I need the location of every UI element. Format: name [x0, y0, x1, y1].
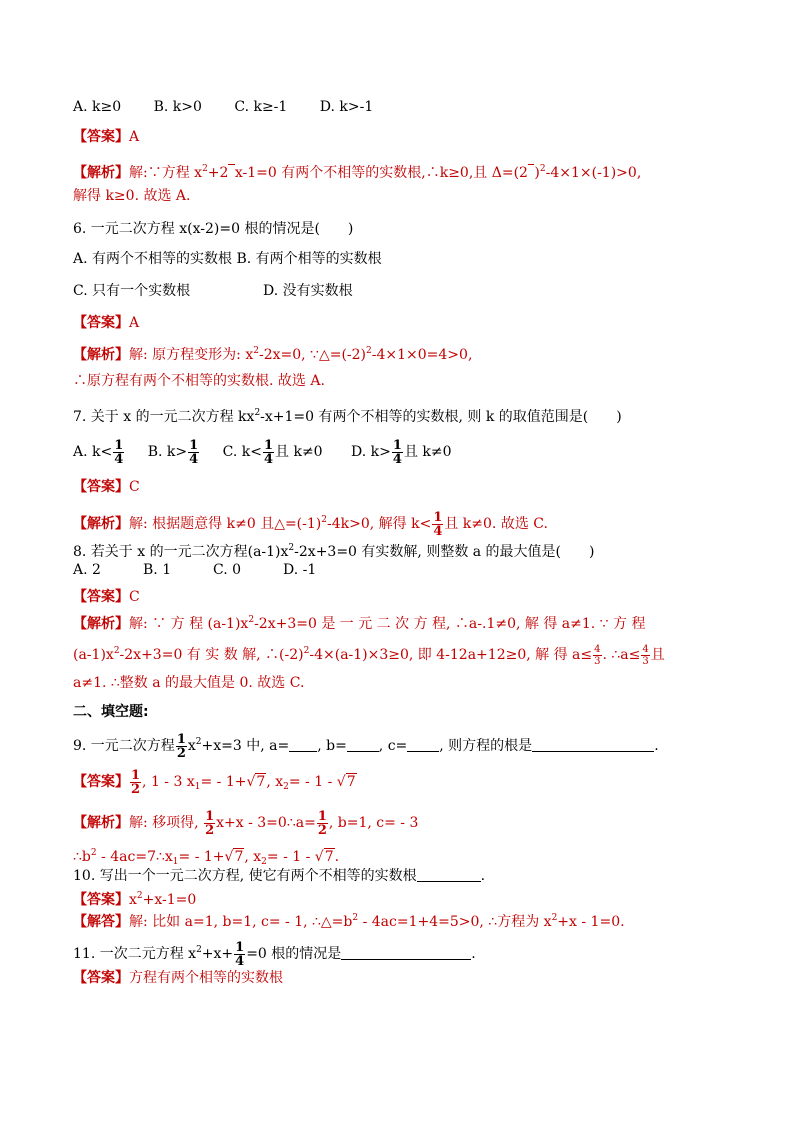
exponent: 2 [253, 346, 259, 356]
denominator: 4 [433, 523, 443, 539]
blank-c[interactable] [407, 737, 439, 752]
q9-question: 9. 一元二次方程 $\frac{1}{2}$ $x^2+x=3$ 中, a= , b= , c= , 则方程的根是 . [73, 731, 659, 761]
denominator: 2 [317, 822, 327, 838]
denominator: 3 [594, 655, 601, 667]
exponent: 2 [321, 515, 327, 525]
sqrt-radicand: 7 [234, 849, 244, 865]
question-text: +x+ [201, 946, 234, 962]
denominator: 2 [205, 822, 215, 838]
analysis-text: - 4ac=7∴x [96, 849, 173, 865]
q7-option-c: C. k< [222, 444, 262, 460]
exponent: 2 [248, 615, 255, 625]
numerator: 1 [131, 767, 141, 783]
question-text: , b= [317, 738, 347, 754]
exponent: 2 [113, 646, 120, 656]
answer-tag: 【答案】 [73, 479, 129, 495]
fraction-one-half [176, 733, 187, 760]
exponent: 2 [366, 346, 372, 356]
numerator: 4 [642, 643, 649, 655]
analysis-text: 解: 比如 a=1, b=1, c= - 1, ∴△=b [129, 914, 353, 930]
analysis-text: -4×1×0=4>0, [371, 347, 473, 363]
analysis-text: -4×(a-1)×3≥0, 即 4-12a+12≥0, 解 得 a≤ [309, 647, 593, 663]
analysis-text: 解:∵方程 x [129, 165, 203, 181]
q5-analysis-line-1 [73, 159, 641, 183]
numerator: 1 [235, 939, 245, 955]
sqrt-radicand: 7 [346, 774, 356, 790]
exponent: 2 [90, 848, 97, 858]
question-text: 11. 一次二元方程 x [73, 946, 197, 962]
analysis-text: . ∴a≤ [602, 647, 641, 663]
question-text: 9. 一元二次方程 [73, 738, 175, 754]
question-text: -2x+3=0 有实数解, 则整数 a 的最大值是( ) [294, 544, 595, 560]
denominator: 4 [114, 451, 124, 467]
analysis-tag: 【解析】 [73, 165, 129, 181]
exponent: 2 [195, 737, 202, 747]
analysis-text: (a-1)x [73, 647, 114, 663]
q6-option-a: A. 有两个不相等的实数根 [73, 251, 233, 267]
sqrt-radicand: 7 [256, 774, 266, 790]
q5-answer [73, 127, 139, 147]
q5-options [73, 97, 373, 117]
numerator: 1 [317, 808, 327, 824]
fraction-one-half [130, 769, 141, 796]
q6-options-row-1 [73, 249, 382, 269]
q8-option-c: C. 0 [213, 562, 242, 578]
fraction-one-quarter [263, 439, 274, 466]
analysis-text: 解: 移项得, [129, 815, 204, 831]
q8-analysis-line-1 [73, 610, 646, 634]
question-text: x [187, 738, 196, 754]
q7-option-b: B. k> [147, 444, 188, 460]
exponent: 2 [303, 646, 310, 656]
question-text: -x+1=0 有两个不相等的实数根, 则 k 的取值范围是( ) [260, 409, 622, 425]
q8-option-d: D. -1 [283, 562, 317, 578]
q5-analysis-line-2: 解得 k≥0. 故选 A. [73, 188, 191, 204]
exponent: 2 [136, 891, 143, 901]
answer-text: , 1 - 3 x [142, 774, 195, 790]
denominator: 4 [392, 451, 402, 467]
fraction-four-thirds [593, 644, 601, 667]
q5-option-c: C. k≥-1 [234, 99, 288, 115]
subscript: 2 [283, 782, 289, 792]
numerator: 1 [189, 437, 199, 453]
answer-tag: 【答案】 [73, 970, 129, 986]
analysis-text: - 4ac=1+4=5>0, ∴方程为 x [358, 914, 552, 930]
exponent: 2 [551, 913, 558, 923]
blank-roots[interactable] [532, 737, 654, 752]
q7-option-d: D. k> [351, 444, 391, 460]
fraction-four-thirds [641, 644, 649, 667]
q7-question [73, 403, 622, 427]
answer-tag: 【答案】 [73, 892, 129, 908]
analysis-text: -2x+3=0 是 一 元 二 次 方 程, ∴a-.1≠0, 解 得 a≠1. ∵ 方 程 [254, 616, 646, 632]
q6-analysis-line-2: ∴原方程有两个不相等的实数根. 故选 A. [73, 373, 325, 389]
q9-answer: 【答案】 $\frac{1}{2}$ , 1 - 3 $x_1= - 1+√7$, $x_2= - 1 - √7$ [73, 767, 356, 797]
q6-answer [73, 313, 139, 333]
analysis-text: ∴b [73, 849, 91, 865]
analysis-text: x-1=0 有两个不相等的实数根,∴k≥0,且 Δ=(2 [234, 165, 528, 181]
analysis-tag: 【解析】 [73, 616, 129, 632]
fraction-one-quarter [188, 439, 199, 466]
q7-options [73, 434, 452, 470]
denominator: 4 [235, 953, 245, 969]
subscript: 1 [172, 857, 179, 867]
q8-answer [73, 587, 140, 607]
analysis-text: 解: 原方程变形为: x [129, 347, 254, 363]
q10-question: 10. 写出一个一元二次方程, 使它有两个不相等的实数根 . [73, 868, 486, 884]
denominator: 4 [189, 451, 199, 467]
blank-a[interactable] [289, 737, 317, 752]
q7-option-a: A. k< [73, 444, 113, 460]
analysis-text: 解: ∵ 方 程 (a-1)x [129, 616, 249, 632]
numerator: 1 [433, 509, 443, 525]
analysis-tag: 【解析】 [73, 347, 129, 363]
q9-analysis-line-1 [73, 806, 418, 840]
analysis-text: x+x - 3=0∴a= [216, 815, 316, 831]
analysis-text: +2 [207, 165, 229, 181]
answer-text: +x-1=0 [142, 892, 197, 908]
q10-analysis [73, 908, 625, 932]
q8-analysis-line-2 [73, 634, 665, 672]
exponent: 2 [254, 408, 261, 418]
numerator: 1 [205, 808, 215, 824]
q7-analysis [73, 502, 548, 542]
analysis-text: +x - 1=0. [557, 914, 625, 930]
q11-answer [73, 968, 283, 988]
analysis-text: . [334, 849, 340, 865]
numerator: 1 [176, 731, 186, 747]
exponent: 2 [539, 164, 546, 174]
q5-option-d: D. k>-1 [319, 99, 374, 115]
q7-option-c-suffix: 且 k≠0 [275, 444, 323, 460]
answer-tag: 【答案】 [73, 129, 129, 145]
blank-root-situation[interactable] [341, 945, 471, 960]
subscript: 1 [194, 782, 201, 792]
answer-value: C [129, 589, 140, 605]
exponent: 2 [352, 913, 359, 923]
analysis-tag: 【解析】 [73, 815, 129, 831]
q9-analysis-line-2: $\therefore b^2$ - $4ac=7\therefore x_1= - 1+√7$, $x_2= - 1 - √7$. [73, 848, 340, 867]
answer-tag: 【答案】 [73, 315, 129, 331]
denominator: 3 [642, 655, 649, 667]
question-text: 10. 写出一个一元二次方程, 使它有两个不相等的实数根 [73, 868, 417, 884]
answer-text: = - 1 - [288, 774, 337, 790]
q6-option-b: B. 有两个相等的实数根 [236, 251, 382, 267]
numerator: 4 [594, 643, 601, 655]
fraction-one-quarter [392, 439, 403, 466]
q6-option-d: D. 没有实数根 [263, 283, 353, 299]
q8-options [73, 560, 316, 580]
analysis-text: ) [534, 165, 540, 181]
fraction-one-quarter [432, 511, 443, 538]
answer-value: A [129, 129, 140, 145]
fraction-one-quarter [113, 439, 124, 466]
denominator: 2 [131, 781, 141, 797]
analysis-text: = - 1 - [266, 849, 315, 865]
analysis-text: , x [244, 849, 262, 865]
q6-analysis-line-1 [73, 341, 472, 365]
analysis-text: , b=1, c= - 3 [328, 815, 419, 831]
answer-tag: 【答案】 [73, 589, 129, 605]
q7-option-d-suffix: 且 k≠0 [403, 444, 452, 460]
numerator: 1 [263, 437, 274, 453]
q5-option-a: A. k≥0 [73, 99, 122, 115]
section-title: 二、填空题: [73, 704, 149, 720]
numerator: 1 [114, 437, 124, 453]
answer-tag: 【答案】 [73, 774, 129, 790]
exponent: 2 [196, 945, 202, 955]
answer-value: 方程有两个相等的实数根 [129, 970, 283, 986]
fraction-one-quarter [234, 941, 245, 968]
question-text: 8. 若关于 x 的一元二次方程(a-1)x [73, 544, 289, 560]
denominator: 2 [176, 745, 186, 761]
q8-analysis-line-3: a≠1. ∴整数 a 的最大值是 0. 故选 C. [73, 675, 305, 691]
analysis-text: 且 [650, 647, 665, 663]
question-text: =0 根的情况是 [246, 946, 342, 962]
analysis-text: -4×1×(-1)>0, [545, 165, 642, 181]
analysis-text: -2x+3=0 有 实 数 解, ∴(-2) [119, 647, 304, 663]
answer-text: , x [266, 774, 284, 790]
q6-question: 6. 一元二次方程 x(x-2)=0 根的情况是( ) [73, 221, 354, 237]
q6-options-row-2 [73, 281, 353, 301]
q11-question: 11. 一次二元方程 $x^2+x+$ $\frac{1}{4}$ =0 根的情况是 . [73, 939, 476, 969]
denominator: 4 [263, 451, 274, 467]
q7-answer [73, 477, 140, 497]
sqrt-radicand: 7 [324, 849, 334, 865]
q5-option-b: B. k>0 [153, 99, 202, 115]
exponent: 2 [202, 164, 208, 174]
fraction-one-half [204, 810, 215, 837]
answer-text: = - 1+ [200, 774, 247, 790]
q6-option-c: C. 只有一个实数根 [73, 283, 191, 299]
analysis-text: 且 k≠0. 故选 C. [444, 516, 548, 532]
question-text: , c= [378, 738, 408, 754]
q8-option-b: B. 1 [143, 562, 172, 578]
fraction-one-half [317, 810, 328, 837]
numerator: 1 [392, 437, 402, 453]
question-text: 7. 关于 x 的一元二次方程 kx [73, 409, 255, 425]
analysis-text: -2x=0, ∵△=(-2) [258, 347, 367, 363]
analysis-tag: 【解答】 [73, 914, 129, 930]
analysis-text: 解: 根据题意得 k≠0 且△=(-1) [129, 516, 322, 532]
question-text: +x=3 中, a= [201, 738, 290, 754]
blank-b[interactable] [347, 737, 379, 752]
analysis-text: -4k>0, 解得 k< [326, 516, 432, 532]
analysis-text: = - 1+ [178, 849, 225, 865]
q10-answer [73, 886, 196, 910]
q8-option-a: A. 2 [73, 562, 101, 578]
exponent: 2 [288, 543, 295, 553]
answer-value: C [129, 479, 140, 495]
subscript: 2 [261, 857, 267, 867]
answer-text: x [129, 892, 137, 908]
question-text: , 则方程的根是 [439, 738, 533, 754]
analysis-tag: 【解析】 [73, 516, 129, 532]
q8-question [73, 538, 595, 562]
answer-value: A [129, 315, 140, 331]
blank-equation[interactable] [417, 867, 481, 882]
